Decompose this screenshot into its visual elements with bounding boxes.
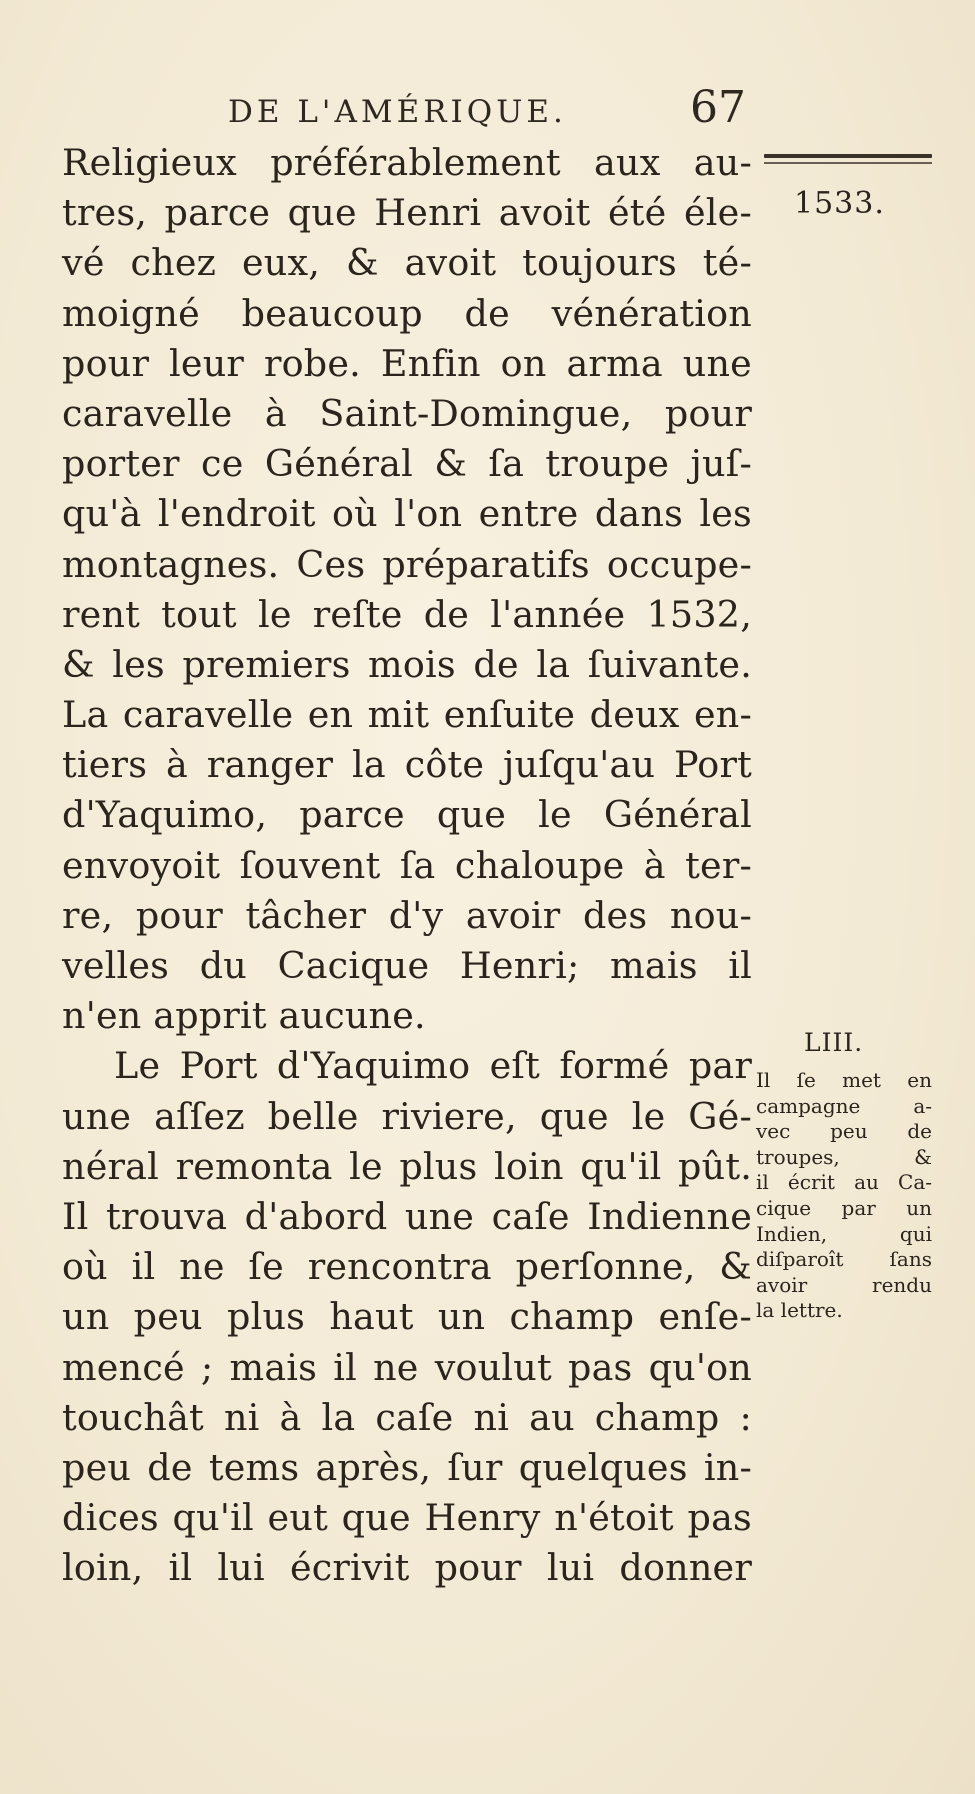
text-line: porter ce Général & ſa troupe juſ- [62, 442, 752, 486]
text-line: & les premiers mois de la ſuivante. [62, 642, 752, 686]
margin-rule [764, 154, 932, 158]
text-line: envoyoit ſouvent ſa chaloupe à ter- [62, 843, 752, 887]
margin-note-line: la lettre. [756, 1298, 843, 1323]
text-line: moigné beaucoup de vénération [62, 291, 752, 335]
text-line: re, pour tâcher d'y avoir des nou- [62, 893, 752, 937]
text-line: rent tout le reſte de l'année 1532, [62, 592, 752, 636]
margin-rule-underline [764, 162, 932, 164]
text-line: pour leur robe. Enfin on arma une [62, 341, 752, 385]
margin-note-line: cique par un [756, 1195, 932, 1220]
text-line: velles du Cacique Henri; mais il [62, 944, 752, 987]
text-line: tiers à ranger la côte juſqu'au Port [62, 743, 752, 787]
text-line: d'Yaquimo, parce que le Général [62, 793, 752, 837]
text-line: Il trouva d'abord une caſe Indienne [62, 1194, 752, 1238]
text-line: loin, il lui écrivit pour lui donner [62, 1546, 752, 1590]
margin-year: 1533. [794, 186, 885, 221]
text-line: néral remonta le plus loin qu'il pût. [62, 1144, 752, 1188]
margin-note-line: Indien, qui [756, 1221, 932, 1246]
body-text [62, 138, 752, 1593]
paragraph-start-line: Le Port d'Yaquimo eſt formé par [114, 1044, 752, 1088]
paragraph-end-line: n'en apprit aucune. [62, 994, 426, 1038]
text-line: peu de tems après, ſur quelques in- [62, 1445, 752, 1489]
margin-note-line: campagne a- [756, 1093, 932, 1118]
margin-note-line: il écrit au Ca- [756, 1170, 932, 1195]
text-line: un peu plus haut un champ enſe- [62, 1295, 752, 1339]
margin-note [756, 1068, 932, 1324]
text-line: Religieux préférablement aux au- [62, 141, 752, 184]
text-line: La caravelle en mit enſuite deux en- [62, 693, 752, 737]
text-line: où il ne ſe rencontra perſonne, & [62, 1245, 752, 1289]
page-number: 67 [690, 82, 746, 133]
text-line: qu'à l'endroit où l'on entre dans les [62, 492, 752, 536]
margin-note-line: diſparoît ſans [756, 1247, 932, 1272]
text-line: touchât ni à la caſe ni au champ : [62, 1395, 752, 1439]
margin-note-line: vec peu de [756, 1119, 932, 1144]
text-line: une aſſez belle riviere, que le Gé- [62, 1094, 752, 1138]
section-number: LIII. [804, 1028, 864, 1057]
running-head: DE L'AMÉRIQUE. [228, 94, 567, 130]
text-line: montagnes. Ces préparatifs occupe- [62, 542, 752, 586]
text-line: vé chez eux, & avoit toujours té- [62, 241, 752, 285]
page-header [0, 78, 975, 138]
text-line: tres, parce que Henri avoit été éle- [62, 191, 752, 235]
margin-note-line: Il ſe met en [756, 1068, 932, 1092]
margin-note-line: avoir rendu [756, 1272, 932, 1297]
text-line: caravelle à Saint-Domingue, pour [62, 391, 752, 435]
margin-note-line: troupes, & [756, 1144, 932, 1169]
text-line: dices qu'il eut que Henry n'étoit pas [62, 1496, 752, 1540]
text-line: mencé ; mais il ne voulut pas qu'on [62, 1345, 752, 1389]
